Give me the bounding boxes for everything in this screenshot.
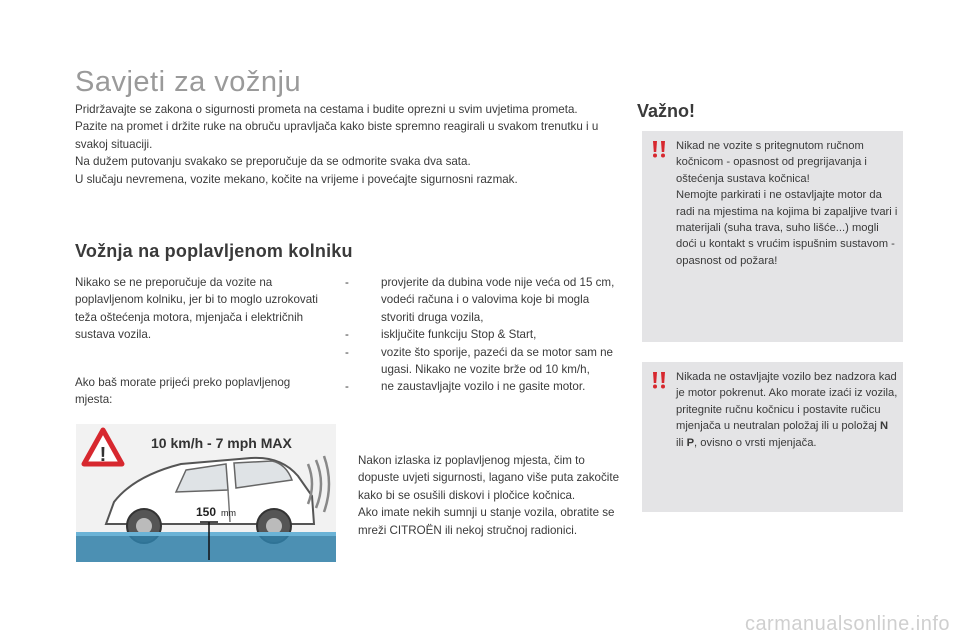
warning-line: Nikad ne vozite s pritegnutom ručnom kočnicom - opasnost od pregrijavanja i oštećenja sustava kočnica! (676, 140, 867, 185)
depth-unit: mm (221, 508, 236, 518)
after-paragraph: Nakon izlaska iz poplavljenog mjesta, čim to dopuste uvjeti sigurnosti, lagano više puta zakočite kako bi se osušili diskovi i pločice kočnica. (358, 454, 620, 502)
list-item: - isključite funkciju Stop & Start, (345, 328, 537, 342)
important-title: Važno! (637, 101, 696, 121)
flood-driving-illustration (76, 424, 336, 562)
exclamation-icon (650, 370, 670, 390)
page-title: Savjeti za vožnju (75, 66, 302, 98)
instruction-list (343, 274, 618, 396)
exclamation-icon (650, 139, 670, 159)
intro-text (75, 101, 620, 188)
warning-text-part: , ovisno o vrsti mjenjača. (694, 436, 817, 449)
warning-box (642, 131, 903, 342)
list-item: - provjerite da dubina vode nije veća od 15 cm, vodeći računa i o valovima koje bi mogla stvoriti druga vozila, (345, 276, 615, 324)
list-item-text: provjerite da dubina vode nije veća od 15 cm, vodeći računa i o valovima koje bi mogla stvoriti druga vozila, (381, 276, 615, 324)
gear-n-label: N (880, 420, 889, 433)
warning-text (676, 369, 898, 451)
list-item: - vozite što sporije, pazeći da se motor sam ne ugasi. Nikako ne vozite brže od 10 km/h, (345, 345, 613, 377)
intro-line: Pazite na promet i držite ruke na obruču upravljača kako biste spremno reagirali u svakom trenutku i u svakoj situaciji. (75, 120, 599, 151)
after-paragraph: Ako imate nekih sumnji u stanje vozila, obratite se mreži CITROËN ili nekoj stručnoj radionici. (358, 506, 615, 537)
warning-text-part: ili (676, 436, 687, 449)
intro-line: Na dužem putovanju svakako se preporučuje da se odmorite svaka dva sata. (75, 155, 471, 169)
watermark: carmanualsonline.info (744, 613, 950, 635)
warning-glyph: ! (99, 444, 107, 466)
water-level (76, 532, 336, 562)
list-item: - ne zaustavljajte vozilo i ne gasite motor. (345, 380, 586, 394)
section-paragraph: Ako baš morate prijeći preko poplavljenog mjesta: (75, 376, 291, 407)
list-item-text: vozite što sporije, pazeći da se motor sam ne ugasi. Nikako ne vozite brže od 10 km/h, (381, 345, 613, 377)
section-title: Vožnja na poplavljenom kolniku (75, 241, 353, 261)
list-item-text: isključite funkciju Stop & Start, (381, 328, 537, 342)
warning-box (642, 362, 903, 512)
gear-p-label: P (686, 436, 695, 449)
intro-line: U slučaju nevremena, vozite mekano, kočite na vrijeme i povećajte sigurnosni razmak. (75, 172, 518, 186)
warning-line: Nemojte parkirati i ne ostavljajte motor da radi na mjestima na kojima bi zapaljive tvari i materijali (suha trava, suho lišće...) mogli doći u kontakt s vrućim ispušnim sustavom - opasnost od požara! (676, 189, 898, 267)
speed-limit-label: 10 km/h - 7 mph MAX (151, 435, 292, 451)
warning-text-part: Nikada ne ostavljajte vozilo bez nadzora kad je motor pokrenut. Ako morate izaći iz vozila, pritegnite ručnu kočnicu i postavite ručicu mjenjača u neutralan položaj ili u položaj (676, 371, 898, 433)
intro-line: Pridržavajte se zakona o sigurnosti prometa na cestama i budite oprezni u svim uvjetima prometa. (75, 103, 578, 116)
after-flood-text (358, 452, 620, 539)
depth-value: 150 (196, 505, 217, 519)
warning-text (676, 138, 898, 269)
list-item-text: ne zaustavljajte vozilo i ne gasite motor. (381, 380, 586, 394)
section-paragraph: Nikako se ne preporučuje da vozite na poplavljenom kolniku, jer bi to moglo uzrokovati teža oštećenja motora, mjenjača i električnih sustava vozila. (75, 276, 318, 342)
